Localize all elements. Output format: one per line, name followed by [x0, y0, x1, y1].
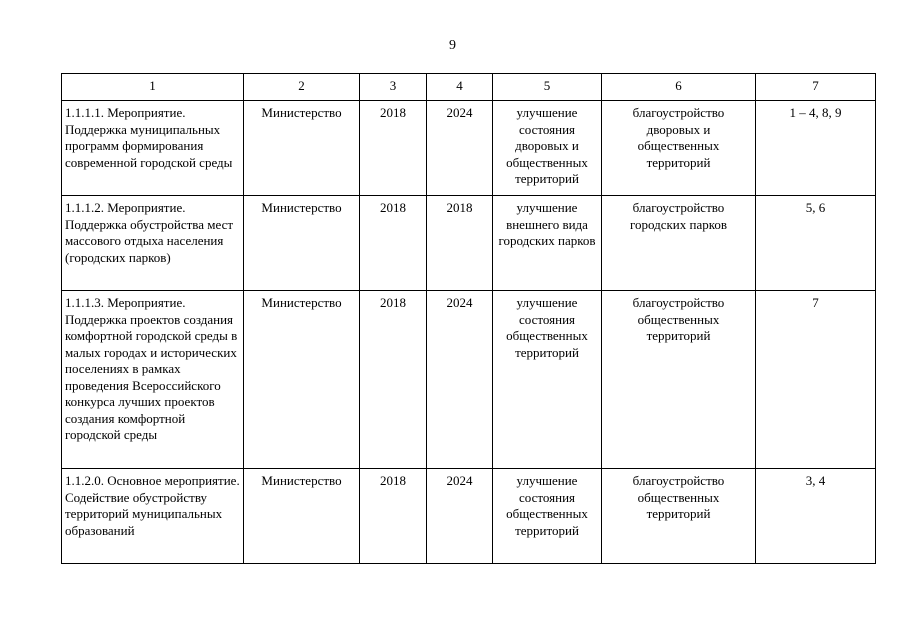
table-row: [62, 101, 876, 196]
expected-result-cell: улучшение состояния общественных территорий: [493, 469, 602, 564]
indicator-link-cell: 1 – 4, 8, 9: [756, 101, 876, 196]
activity-name-cell: 1.1.1.2. Мероприятие. Поддержка обустройства мест массового отдыха населения (городских парков): [62, 196, 244, 291]
column-header: 5: [493, 74, 602, 101]
start-year-cell: 2018: [360, 291, 427, 469]
column-header: 1: [62, 74, 244, 101]
table-row: [62, 291, 876, 469]
start-year-cell: 2018: [360, 101, 427, 196]
column-header: 4: [427, 74, 493, 101]
direction-cell: благоустройство городских парков: [602, 196, 756, 291]
executor-cell: Министерство: [244, 196, 360, 291]
executor-cell: Министерство: [244, 101, 360, 196]
activity-name-cell: 1.1.1.3. Мероприятие. Поддержка проектов создания комфортной городской среды в малых городах и исторических поселениях в рамках проведения Всероссийского конкурса лучших проектов создания комфортной городской среды: [62, 291, 244, 469]
column-header: 6: [602, 74, 756, 101]
end-year-cell: 2024: [427, 469, 493, 564]
column-header: 7: [756, 74, 876, 101]
expected-result-cell: улучшение состояния дворовых и общественных территорий: [493, 101, 602, 196]
table-row: [62, 196, 876, 291]
end-year-cell: 2024: [427, 101, 493, 196]
direction-cell: благоустройство общественных территорий: [602, 291, 756, 469]
header-row: [62, 74, 876, 101]
indicator-link-cell: 7: [756, 291, 876, 469]
program-table: [61, 73, 876, 564]
indicator-link-cell: 5, 6: [756, 196, 876, 291]
executor-cell: Министерство: [244, 291, 360, 469]
start-year-cell: 2018: [360, 196, 427, 291]
indicator-link-cell: 3, 4: [756, 469, 876, 564]
start-year-cell: 2018: [360, 469, 427, 564]
column-header: 3: [360, 74, 427, 101]
activity-name-cell: 1.1.1.1. Мероприятие. Поддержка муниципальных программ формирования современной городской среды: [62, 101, 244, 196]
end-year-cell: 2018: [427, 196, 493, 291]
end-year-cell: 2024: [427, 291, 493, 469]
page-number: 9: [449, 38, 456, 53]
expected-result-cell: улучшение внешнего вида городских парков: [493, 196, 602, 291]
table-row: [62, 469, 876, 564]
direction-cell: благоустройство дворовых и общественных территорий: [602, 101, 756, 196]
direction-cell: благоустройство общественных территорий: [602, 469, 756, 564]
executor-cell: Министерство: [244, 469, 360, 564]
expected-result-cell: улучшение состояния общественных территорий: [493, 291, 602, 469]
activity-name-cell: 1.1.2.0. Основное мероприятие. Содействие обустройству территорий муниципальных образований: [62, 469, 244, 564]
column-header: 2: [244, 74, 360, 101]
